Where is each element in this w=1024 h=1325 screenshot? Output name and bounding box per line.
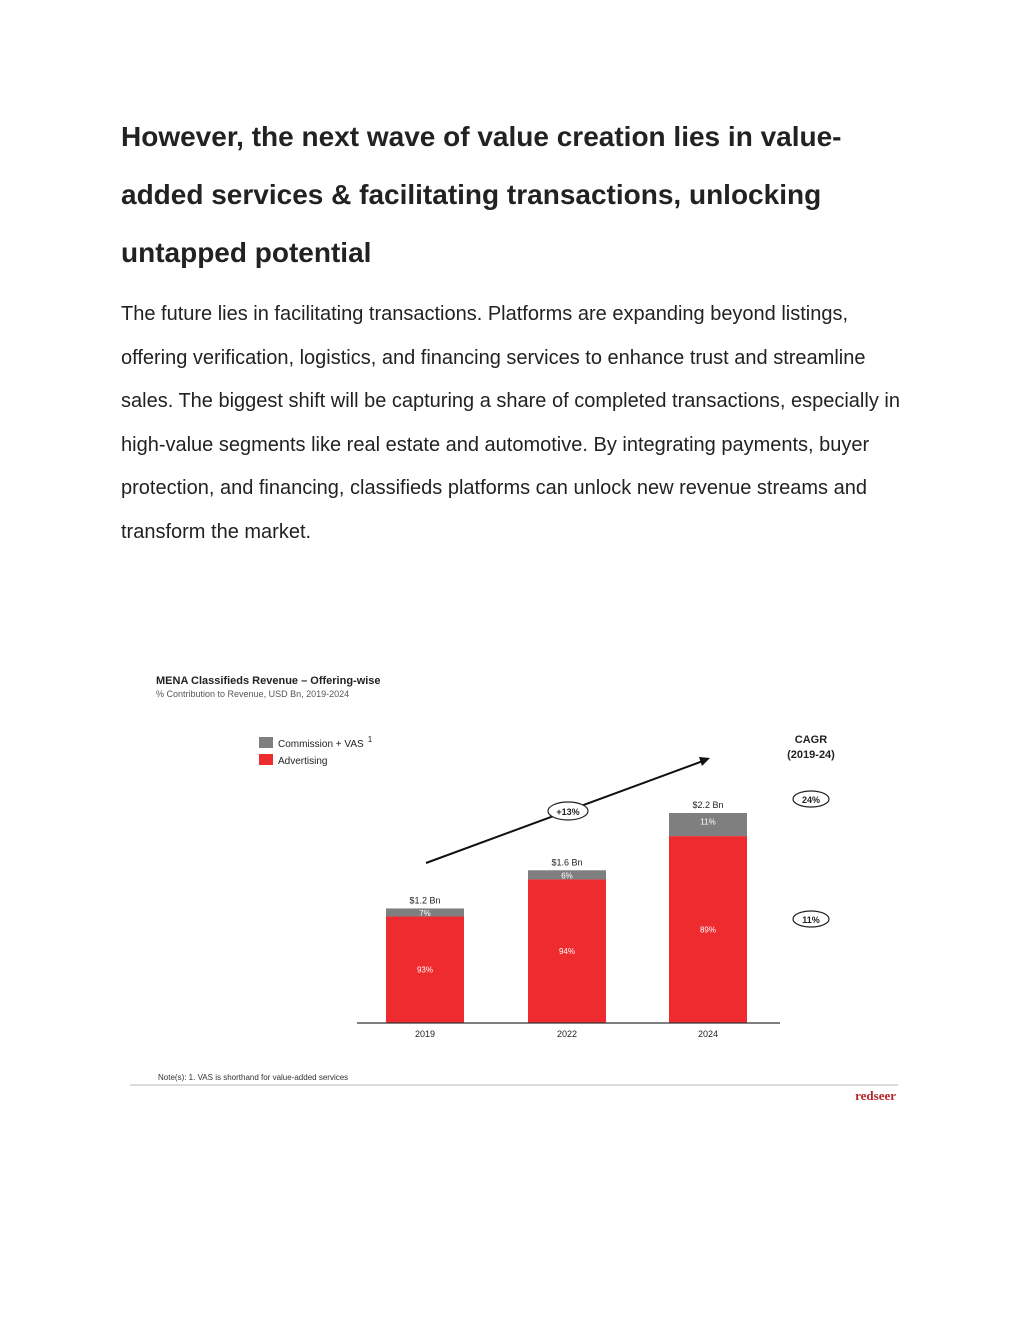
chart-title: MENA Classifieds Revenue – Offering-wise [156,675,381,687]
bar-label-advertising-2019: 93% [416,965,434,975]
bar-label-commission-vas-2022: 6% [561,871,573,881]
legend-commission-vas-text: Commission + VAS [278,739,364,750]
chart-bars [386,800,747,1039]
cagr-advertising-value: 11% [802,915,820,925]
cagr-commission-vas-value: 24% [801,795,821,805]
legend-label-advertising: Advertising [278,756,328,767]
x-tick-label-2024: 2024 [697,1029,719,1039]
article-heading: However, the next wave of value creation lies in value-added services & facilitating transactions, unlocking untapped potential [121,121,842,268]
bar-label-commission-vas-2024: 11% [700,817,716,827]
growth-arrow-head [699,757,710,766]
revenue-chart [128,662,900,1107]
cagr-header-line2: (2019-24) [787,749,835,761]
bar-label-advertising-2024: 89% [699,925,717,935]
x-tick-label-2022: 2022 [556,1029,578,1039]
x-tick-label-2019: 2019 [414,1029,436,1039]
chart-subtitle: % Contribution to Revenue, USD Bn, 2019-2024 [156,689,350,699]
cagr-advertising [793,911,829,927]
legend-swatch-commission-vas [259,737,273,748]
bar-label-commission-vas-2019: 7% [419,908,431,918]
bar-total-label-2022: $1.6 Bn [551,857,583,868]
bar-total-label-2024: $2.2 Bn [692,800,724,810]
bar-label-advertising-2022: 94% [558,947,576,957]
chart-note: Note(s): 1. VAS is shorthand for value-added services [158,1073,349,1082]
legend-swatch-advertising [259,754,273,765]
revenue-chart-figure [128,662,900,1107]
cagr-header [787,734,835,761]
bar-total-label-2019: $1.2 Bn [409,895,441,906]
brand-logo: redseer [855,1088,896,1103]
chart-legend [259,735,373,767]
growth-arrow [426,757,710,863]
legend-commission-vas-superscript: 1 [367,735,373,744]
cagr-header-line1: CAGR [794,734,828,746]
cagr-commission-vas [793,791,829,807]
article-paragraph: The future lies in facilitating transactions. Platforms are expanding beyond listings, offering verification, logistics, and financing services to enhance trust and streamline sales. The biggest shift will be capturing a share of completed transactions, especially in high-value segments like real estate and automotive. By integrating payments, buyer protection, and financing, classifieds platforms can unlock new revenue streams and transform the market. [121,303,900,543]
growth-label: +13% [556,807,580,817]
legend-label-commission-vas [278,735,373,750]
